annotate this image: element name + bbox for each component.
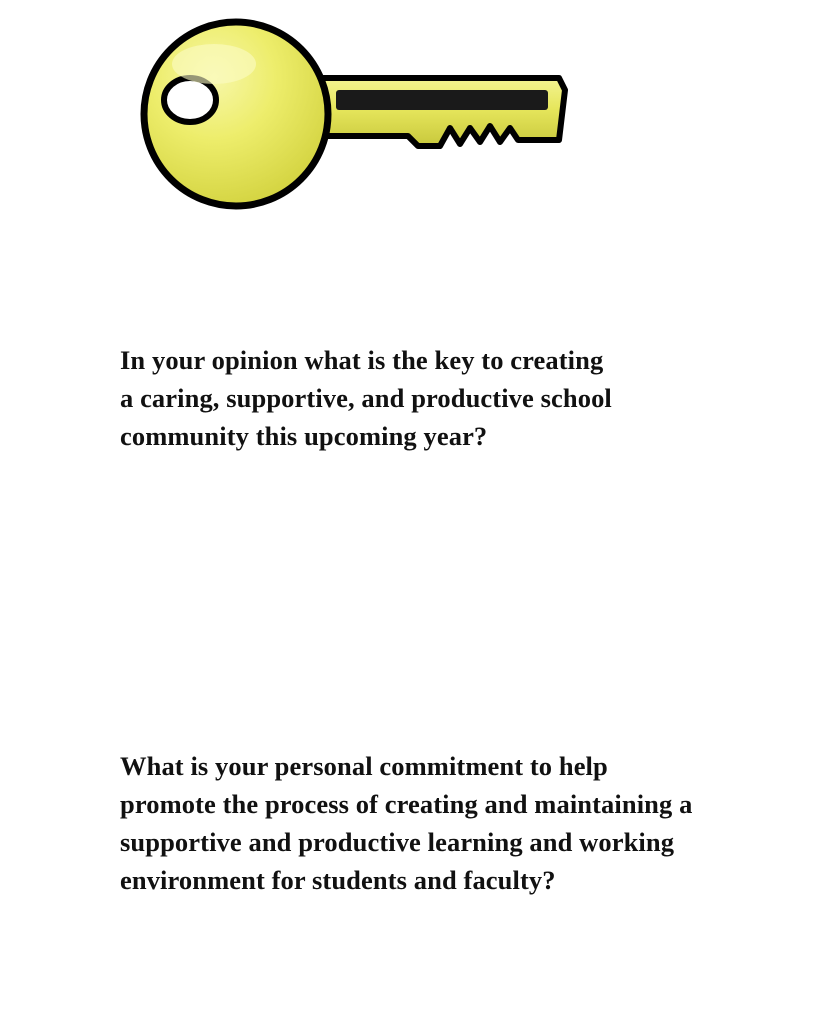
question-two: [120, 747, 710, 899]
key-illustration: [118, 18, 578, 228]
question-one: [120, 341, 620, 455]
question-two-text: What is your personal commitment to help promote the process of creating and maintaining a supportive and productive learning and working environment for students and faculty?: [120, 751, 693, 895]
question-one-text: In your opinion what is the key to creating a caring, supportive, and productive school community this upcoming year?: [120, 345, 612, 451]
